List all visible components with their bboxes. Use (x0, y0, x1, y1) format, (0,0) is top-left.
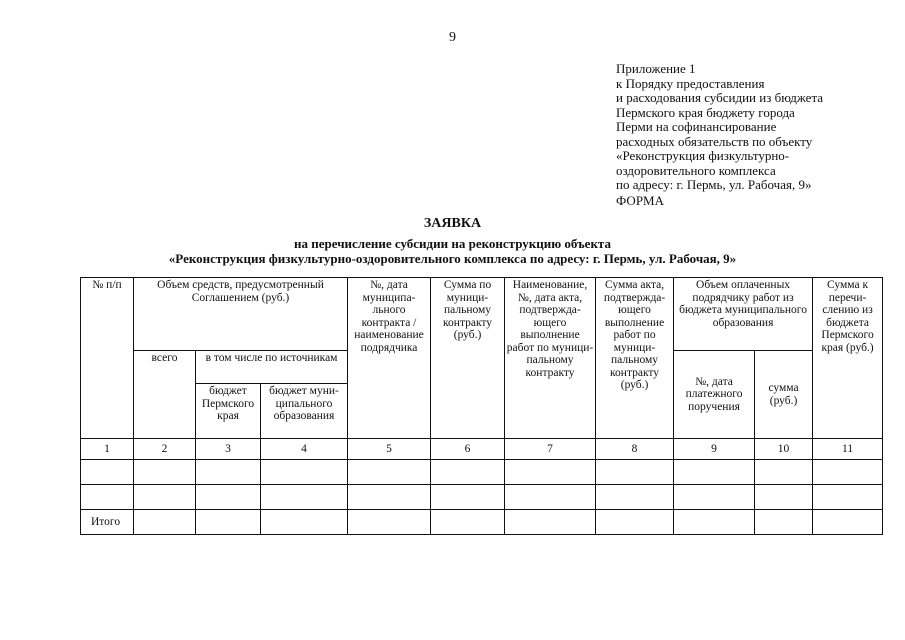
table-cell (348, 510, 431, 535)
table-cell (196, 485, 261, 510)
appendix-line: Пермского края бюджету города (616, 104, 795, 120)
column-number: 3 (196, 439, 261, 460)
table-cell (431, 460, 505, 485)
total-label: Итого (81, 510, 134, 535)
appendix-line: «Реконструкция физкультурно- (616, 148, 790, 163)
appendix-line: Приложение 1 (616, 61, 696, 76)
column-number: 1 (81, 439, 134, 460)
document-subtitle (0, 236, 905, 266)
appendix-line: к Порядку предоставления (616, 75, 765, 91)
column-number: 2 (134, 439, 196, 460)
table-cell (674, 460, 755, 485)
header-payment-order: №, дата платежного поручения (674, 351, 755, 439)
table-cell (505, 485, 596, 510)
table-cell (505, 460, 596, 485)
column-number: 11 (813, 439, 883, 460)
header-budget-region: бюджет Пермского края (196, 384, 261, 439)
subtitle-line: на перечисление субсидии на реконструкцию объекта (294, 236, 611, 251)
header-paid-sum: сумма (руб.) (755, 351, 813, 439)
appendix-line: по адресу: г. Пермь, ул. Рабочая, 9» (616, 177, 812, 192)
request-table (80, 277, 883, 535)
table-cell (431, 485, 505, 510)
header-sum-contract: Сумма по муници-пальному контракту (руб.) (431, 278, 505, 439)
header-paid: Объем оплаченных подрядчику работ из бюджета муниципального образования (674, 278, 813, 351)
column-number: 4 (261, 439, 348, 460)
table-cell (674, 510, 755, 535)
column-number-row (81, 439, 883, 460)
table-row (81, 460, 883, 485)
table-cell (134, 510, 196, 535)
column-number: 6 (431, 439, 505, 460)
header-total: всего (134, 351, 196, 439)
table-cell (261, 485, 348, 510)
table-cell (348, 485, 431, 510)
total-row (81, 510, 883, 535)
page-number: 9 (449, 30, 456, 45)
header-sources: в том числе по источникам (196, 351, 348, 384)
column-number: 8 (596, 439, 674, 460)
table-cell (755, 510, 813, 535)
column-number: 7 (505, 439, 596, 460)
table-cell (505, 510, 596, 535)
form-label: ФОРМА (616, 193, 664, 208)
table-cell (134, 460, 196, 485)
column-number: 5 (348, 439, 431, 460)
header-volume: Объем средств, предусмотренный Соглашением (руб.) (134, 278, 348, 351)
table-cell (813, 510, 883, 535)
table-cell (596, 460, 674, 485)
table-cell (813, 460, 883, 485)
table-cell (81, 485, 134, 510)
column-number: 9 (674, 439, 755, 460)
table-cell (196, 510, 261, 535)
table-cell (755, 460, 813, 485)
header-act: Наименование, №, дата акта, подтвержда-ющего выполнение работ по муници-пальному контракту (505, 278, 596, 439)
table-cell (431, 510, 505, 535)
column-number: 10 (755, 439, 813, 460)
header-act-sum: Сумма акта, подтвержда-ющего выполнение работ по муници-пальному контракту (руб.) (596, 278, 674, 439)
appendix-block (616, 62, 896, 193)
table-cell (348, 460, 431, 485)
table-cell (261, 510, 348, 535)
header-contract: №, дата муниципа-льного контракта / наименование подрядчика (348, 278, 431, 439)
table-cell (196, 460, 261, 485)
document-title: ЗАЯВКА (423, 216, 482, 231)
table-cell (596, 510, 674, 535)
table-cell (674, 485, 755, 510)
table-cell (596, 485, 674, 510)
header-budget-municipal: бюджет муни-ципального образования (261, 384, 348, 439)
appendix-line: и расходования субсидии из бюджета (616, 90, 824, 105)
table-cell (755, 485, 813, 510)
appendix-line: оздоровительного комплекса (616, 162, 776, 178)
subtitle-line: «Реконструкция физкультурно-оздоровительного комплекса по адресу: г. Пермь, ул. Рабочая, 9» (168, 251, 737, 266)
appendix-line: расходных обязательств по объекту (616, 133, 813, 149)
table-cell (261, 460, 348, 485)
header-num: № п/п (81, 278, 134, 439)
table-cell (813, 485, 883, 510)
table-cell (134, 485, 196, 510)
table-row (81, 485, 883, 510)
appendix-line: Перми на софинансирование (616, 119, 777, 134)
header-transfer: Сумма к перечи-слению из бюджета Пермского края (руб.) (813, 278, 883, 439)
table-cell (81, 460, 134, 485)
